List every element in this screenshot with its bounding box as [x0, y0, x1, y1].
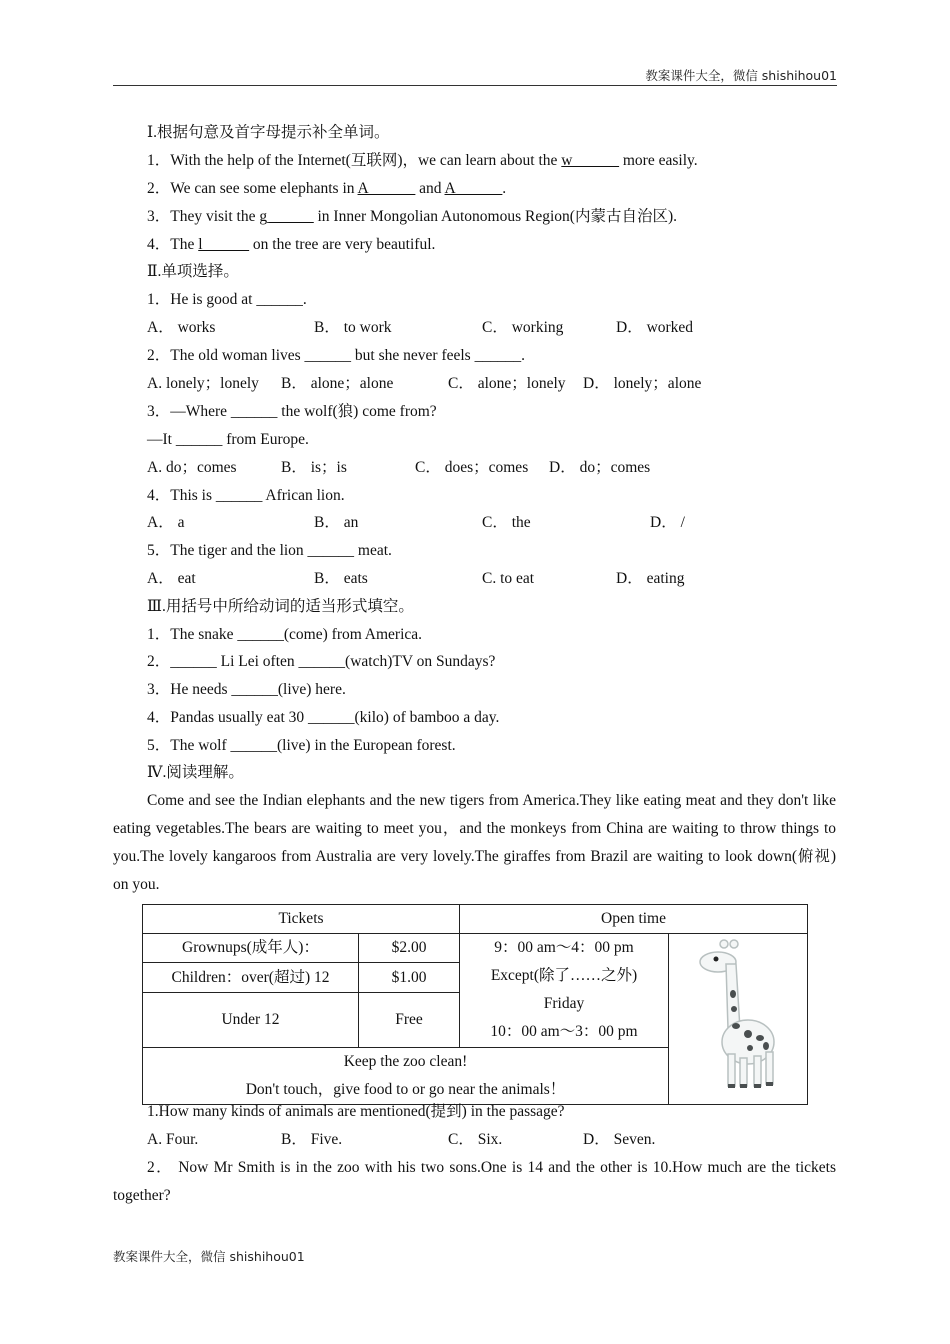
option: C. to eat — [482, 570, 535, 587]
s3-item: 5．The wolf ______(live) in the European forest. — [147, 737, 456, 754]
zoo-info-table — [142, 904, 808, 1105]
option: C． working — [482, 319, 564, 336]
s2-q4: 4．This is ______ African lion. — [147, 487, 345, 504]
s2-q3: 3．—Where ______ the wolf(狼) come from? — [147, 403, 437, 420]
page-footer: 教案课件大全，微信 shishihou01 — [113, 1249, 305, 1264]
option: B． alone；alone — [281, 375, 394, 392]
ticket-type: Under 12 — [143, 992, 359, 1047]
option: A． a — [147, 514, 185, 531]
option: B． an — [314, 514, 359, 531]
s3-item: 3．He needs ______(live) here. — [147, 681, 346, 698]
option: D． do；comes — [549, 459, 651, 476]
option: A. lonely；lonely — [147, 375, 259, 392]
option: D． worked — [616, 319, 694, 336]
s2-q5: 5．The tiger and the lion ______ meat. — [147, 542, 392, 559]
ticket-type: Children：over(超过) 12 — [143, 963, 359, 992]
ticket-price: $1.00 — [359, 963, 460, 992]
page-header: 教案课件大全，微信 shishihou01 — [645, 68, 837, 83]
tickets-header: Tickets — [143, 905, 460, 934]
option: B． to work — [314, 319, 392, 336]
option: D． / — [650, 514, 685, 531]
s3-item: 1．The snake ______(come) from America. — [147, 626, 423, 643]
s2-q2: 2．The old woman lives ______ but she never feels ______. — [147, 347, 525, 364]
section-3-title: Ⅲ.用括号中所给动词的适当形式填空。 — [147, 598, 414, 615]
section-1-title: Ⅰ.根据句意及首字母提示补全单词。 — [147, 124, 390, 141]
giraffe-icon — [688, 934, 788, 1094]
s1-q4: 4．The l______ on the tree are very beautiful. — [147, 236, 436, 253]
header-rule — [113, 85, 837, 86]
s2-q3-answer: —It ______ from Europe. — [147, 431, 309, 448]
ticket-price: $2.00 — [359, 934, 460, 963]
section-4-title: Ⅳ.阅读理解。 — [147, 764, 244, 781]
section-2-title: Ⅱ.单项选择。 — [147, 263, 239, 280]
s2-q1: 1．He is good at ______. — [147, 291, 307, 308]
option: B． is；is — [281, 459, 347, 476]
s1-q1: 1．With the help of the Internet(互联网)，we can learn about the w______ more easily. — [147, 152, 698, 169]
giraffe-image — [669, 934, 808, 1105]
option: C． does；comes — [415, 459, 529, 476]
s1-q2: 2．We can see some elephants in A______ and A______. — [147, 180, 507, 197]
option: A． eat — [147, 570, 196, 587]
s1-q3: 3．They visit the g______ in Inner Mongolian Autonomous Region(内蒙古自治区). — [147, 208, 677, 225]
zoo-notice: Keep the zoo clean! Don't touch，give food to or go near the animals！ — [143, 1047, 669, 1104]
reading-passage: Come and see the Indian elephants and the new tigers from America.They like eating meat and they don't like eating vegetables.The bears are waiting to meet you，and the monkeys from China are waiting to throw things to you.The lovely kangaroos from Australia are very lovely.The giraffes from Brazil are waiting to look down(俯视) on you. — [113, 792, 836, 893]
option: A． works — [147, 319, 216, 336]
option: A. Four. — [147, 1131, 199, 1148]
option: D． Seven. — [583, 1131, 656, 1148]
option: C． Six. — [448, 1131, 503, 1148]
option: A. do；comes — [147, 459, 237, 476]
open-time-header: Open time — [460, 905, 808, 934]
option: B． eats — [314, 570, 368, 587]
option: B． Five. — [281, 1131, 343, 1148]
ticket-price: Free — [359, 992, 460, 1047]
option: C． the — [482, 514, 531, 531]
s4-q2: 2． Now Mr Smith is in the zoo with his two sons.One is 14 and the other is 10.How much are the tickets together? — [113, 1159, 836, 1204]
option: C． alone；lonely — [448, 375, 566, 392]
ticket-type: Grownups(成年人)： — [143, 934, 359, 963]
s4-q1: 1.How many kinds of animals are mentioned(提到) in the passage? — [147, 1103, 565, 1120]
s3-item: 2．______ Li Lei often ______(watch)TV on Sundays? — [147, 653, 496, 670]
option: D． lonely；alone — [583, 375, 702, 392]
option: D． eating — [616, 570, 685, 587]
s3-item: 4．Pandas usually eat 30 ______(kilo) of bamboo a day. — [147, 709, 500, 726]
open-time-cell: 9：00 am～4：00 pm Except(除了……之外) Friday 10：00 am～3：00 pm — [460, 934, 669, 1048]
